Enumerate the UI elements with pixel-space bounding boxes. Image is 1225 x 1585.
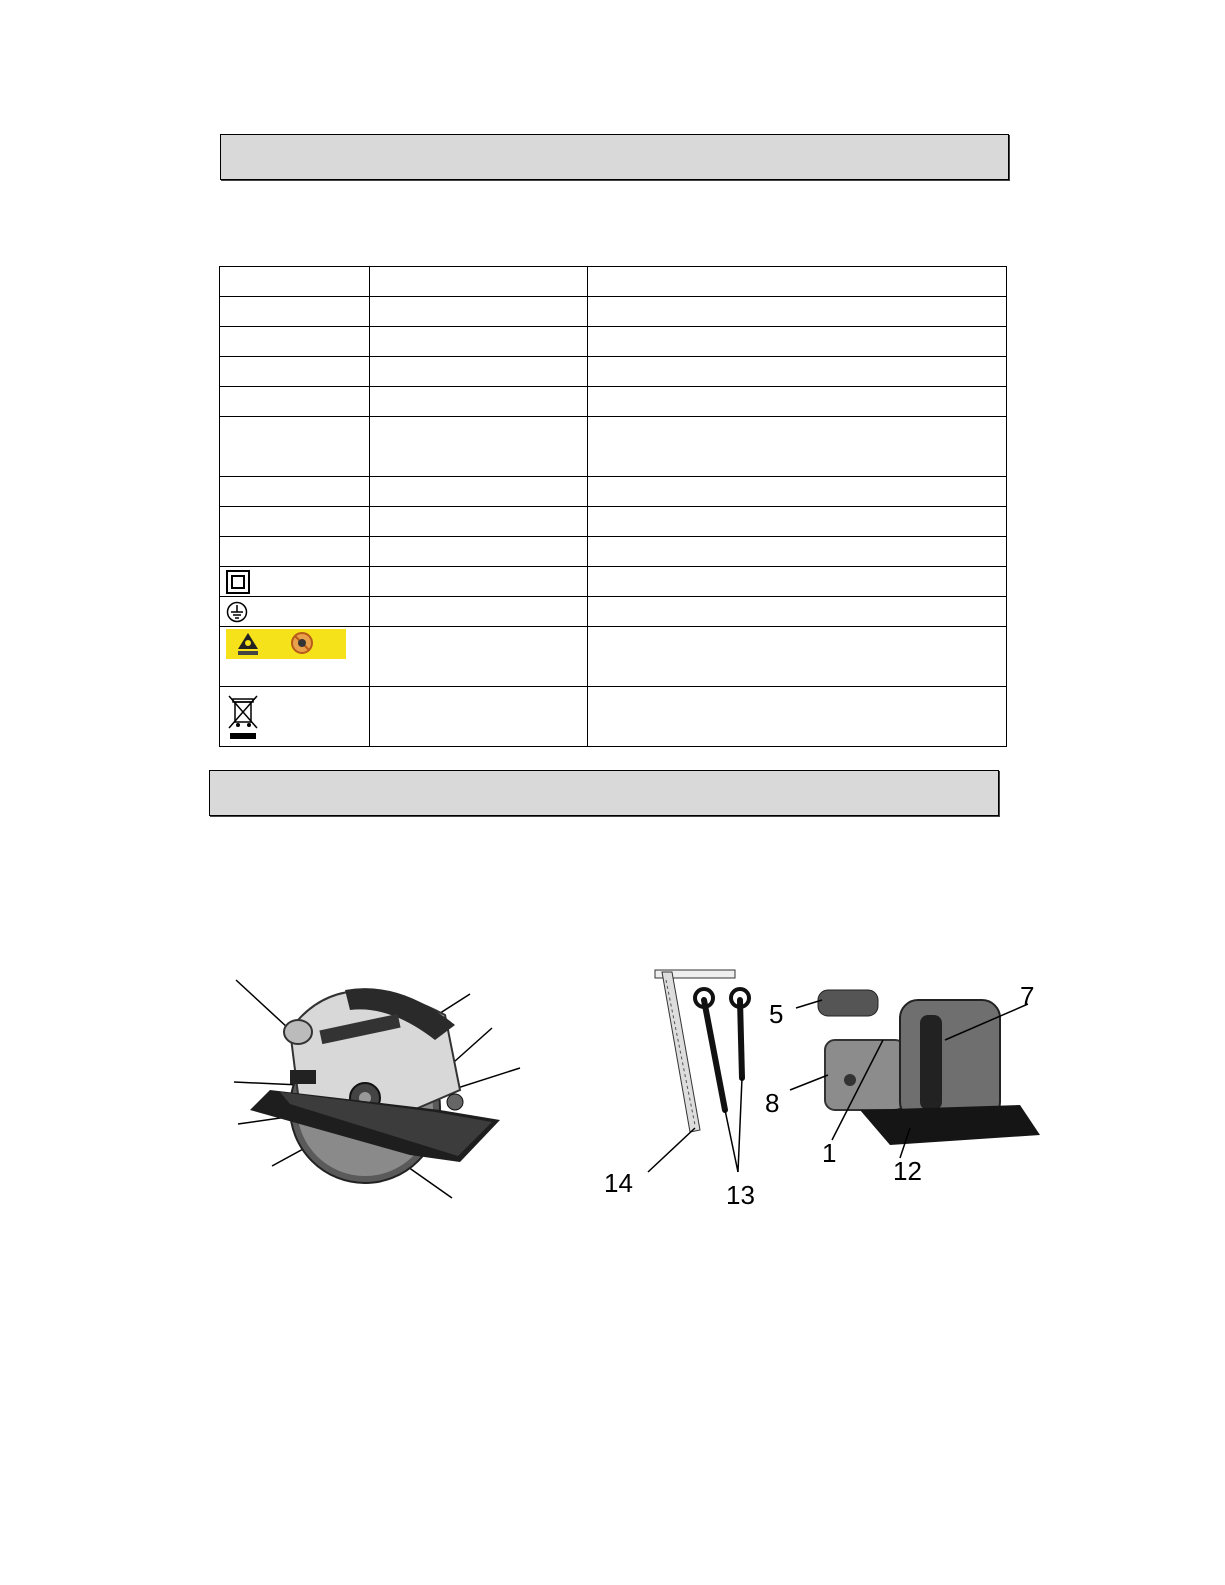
callout-7: 7 <box>1020 981 1035 1011</box>
earth-ground-icon <box>226 601 248 623</box>
table-row <box>220 687 1007 747</box>
callout-14: 14 <box>604 1168 633 1198</box>
table-row <box>220 507 1007 537</box>
warning-labels-strip <box>226 629 346 659</box>
table-row <box>220 297 1007 327</box>
double-square-icon <box>226 570 250 594</box>
table-row <box>220 387 1007 417</box>
table-row <box>220 327 1007 357</box>
table-row <box>220 417 1007 477</box>
table-row <box>220 597 1007 627</box>
table-row <box>220 537 1007 567</box>
section-header-bar-2 <box>209 770 999 816</box>
table-row <box>220 477 1007 507</box>
crossed-bin-icon <box>226 694 260 740</box>
section-header-bar <box>220 134 1009 180</box>
callout-12: 12 <box>893 1156 922 1186</box>
callout-1: 1 <box>822 1138 837 1168</box>
table-row <box>220 567 1007 597</box>
table-row <box>220 267 1007 297</box>
circular-saw-illustration <box>230 970 530 1200</box>
table-row <box>220 627 1007 687</box>
table-row <box>220 357 1007 387</box>
callout-13: 13 <box>726 1180 755 1210</box>
specification-table <box>219 266 1007 747</box>
callout-8: 8 <box>765 1088 780 1118</box>
saw-rear-and-accessories-illustration <box>600 960 1050 1210</box>
callout-5: 5 <box>769 999 784 1029</box>
